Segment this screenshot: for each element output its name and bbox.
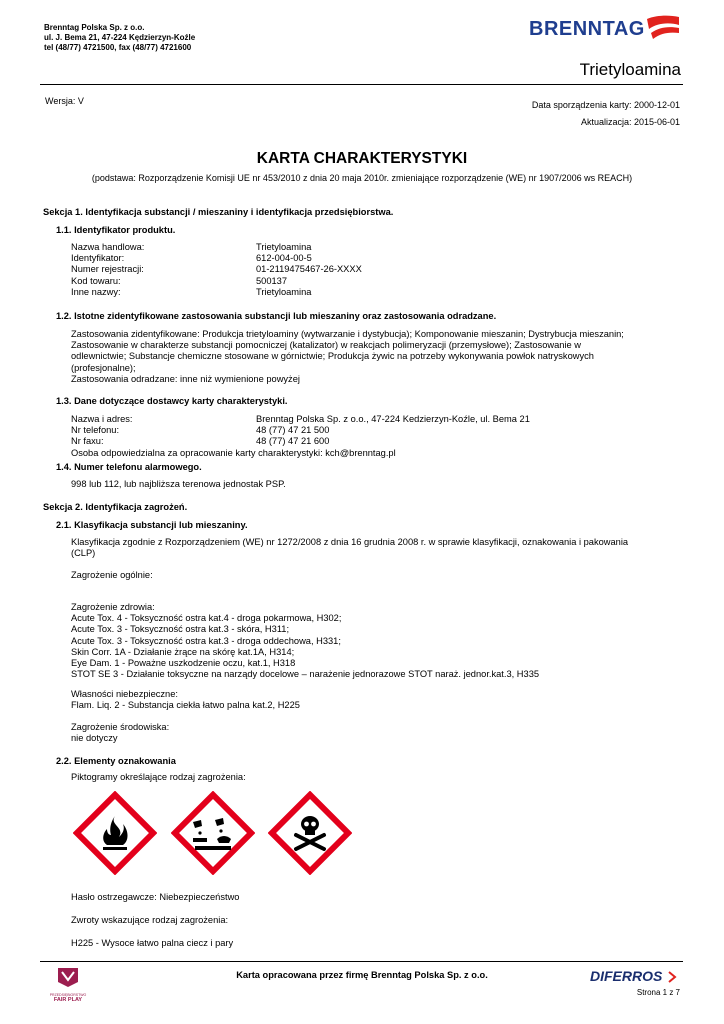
kv-row bbox=[71, 264, 362, 275]
kv-key: Identyfikator: bbox=[71, 253, 125, 264]
kv-value: 500137 bbox=[256, 275, 288, 286]
text-line: Acute Tox. 3 - Toksyczność ostra kat.3 - droga oddechowa, H331; bbox=[71, 635, 341, 646]
creation-date: Data sporządzenia karty: 2000-12-01 bbox=[531, 100, 680, 110]
responsible-person: Osoba odpowiedzialna za opracowanie karty charakterystyki: kch@brenntag.pl bbox=[71, 447, 396, 458]
text-line: (profesjonalne); bbox=[71, 362, 136, 373]
kv-key: Numer rejestracji: bbox=[71, 264, 144, 275]
fair-play-label: FAIR PLAY bbox=[53, 997, 83, 1003]
emergency-number: 998 lub 112, lub najbliższa terenowa jednostak PSP. bbox=[71, 479, 286, 489]
s12-heading: 1.2. Istotne zidentyfikowane zastosowania substancji lub mieszaniny oraz zastosowania odradzane. bbox=[56, 311, 497, 321]
text-line: nie dotyczy bbox=[71, 733, 118, 744]
kv-value: 612-004-00-5 bbox=[256, 253, 312, 264]
text-line: Eye Dam. 1 - Poważne uszkodzenie oczu, kat.1, H318 bbox=[71, 658, 296, 669]
kv-key: Kod towaru: bbox=[71, 275, 121, 286]
s13-heading: 1.3. Dane dotyczące dostawcy karty charakterystyki. bbox=[56, 396, 288, 406]
identified-uses bbox=[71, 329, 681, 385]
kv-row bbox=[71, 414, 530, 425]
kv-row bbox=[71, 253, 362, 264]
page-number: Strona 1 z 7 bbox=[636, 988, 680, 997]
chevron-right-icon bbox=[667, 971, 677, 983]
s11-heading: 1.1. Identyfikator produktu. bbox=[56, 225, 176, 235]
document-title: Trietyloamina bbox=[579, 60, 681, 79]
text-line: Acute Tox. 3 - Toksyczność ostra kat.3 - skóra, H311; bbox=[71, 624, 290, 635]
kv-value: 01-2119475467-26-XXXX bbox=[256, 264, 362, 275]
health-hazards bbox=[71, 602, 681, 680]
physical-hazards bbox=[71, 689, 300, 711]
text-line: STOT SE 3 - Działanie toksyczne na narządy docelowe – narażenie jednorazowe STOT naraż. jednor.kat.3, H335 bbox=[71, 669, 540, 680]
text-line: Klasyfikacja zgodnie z Rozporządzeniem (WE) nr 1272/2008 z dnia 16 grudnia 2008 r. w sprawie klasyfikacji, oznakowania i pakowania bbox=[71, 537, 629, 547]
company-phone: tel (48/77) 4721500, fax (48/77) 4721600 bbox=[44, 43, 192, 52]
text-line: Własności niebezpieczne: bbox=[71, 689, 178, 699]
kv-row bbox=[71, 242, 362, 253]
kv-row bbox=[71, 276, 362, 287]
pictograms-label: Piktogramy określające rodzaj zagrożenia: bbox=[71, 772, 246, 782]
diferros-logo-text: DIFERROS bbox=[590, 968, 663, 984]
section2-heading: Sekcja 2. Identyfikacja zagrożeń. bbox=[43, 502, 188, 512]
header-divider bbox=[40, 84, 683, 85]
version-label: Wersja: V bbox=[45, 96, 84, 106]
text-line: Zastosowania odradzane: inne niż wymienione powyżej bbox=[71, 373, 300, 384]
text-line: Zagrożenie środowiska: bbox=[71, 722, 170, 732]
skull-pictogram-icon bbox=[268, 791, 352, 875]
company-street: ul. J. Bema 21, 47-224 Kędzierzyn-Koźle bbox=[44, 33, 196, 42]
kv-row bbox=[71, 425, 530, 436]
kv-key: Nr telefonu: bbox=[71, 425, 120, 436]
kv-value: Brenntag Polska Sp. z o.o., 47-224 Kedzierzyn-Koźle, ul. Bema 21 bbox=[256, 414, 530, 424]
text-line: Flam. Liq. 2 - Substancja ciekła łatwo palna kat.2, H225 bbox=[71, 700, 300, 711]
text-line: odlewnictwie; Substancje chemiczne stosowane w górnictwie; Produkcja żywic na potrzeby wykonywania powłok natryskowych bbox=[71, 351, 594, 362]
text-line: Acute Tox. 4 - Toksyczność ostra kat.4 - droga pokarmowa, H302; bbox=[71, 613, 342, 624]
kv-key: Nazwa i adres: bbox=[71, 414, 133, 424]
text-line: Zastosowania zidentyfikowane: Produkcja trietyloaminy (wytwarzanie i dystybucja); Komponowanie mieszanin; Dystrybucja mieszanin; bbox=[71, 329, 624, 339]
company-name: Brenntag Polska Sp. z o.o. bbox=[44, 23, 145, 32]
kv-value: 48 (77) 47 21 500 bbox=[256, 425, 330, 436]
supplier-table bbox=[71, 414, 530, 459]
s14-heading: 1.4. Numer telefonu alarmowego. bbox=[56, 462, 202, 472]
diferros-logo bbox=[590, 968, 680, 986]
corrosion-pictogram-icon bbox=[171, 791, 255, 875]
s22-heading: 2.2. Elementy oznakowania bbox=[56, 756, 176, 766]
clp-classification-intro bbox=[71, 537, 681, 559]
text-line: Zastosowanie w charakterze substancji pomocniczej (katalizator) w reakcjach polimeryzacji (przemysłowe); Zastosowanie w bbox=[71, 340, 581, 351]
h225-statement: H225 - Wysoce łatwo palna ciecz i pary bbox=[71, 938, 234, 948]
kv-row bbox=[71, 287, 362, 298]
s21-heading: 2.1. Klasyfikacja substancji lub mieszaniny. bbox=[56, 520, 248, 530]
environmental-hazards bbox=[71, 722, 169, 744]
kv-value: 48 (77) 47 21 600 bbox=[256, 436, 330, 447]
brenntag-logo bbox=[529, 13, 679, 47]
flame-pictogram-icon bbox=[73, 791, 157, 875]
brenntag-logo-text: BRENNTAG bbox=[529, 18, 645, 40]
general-hazard-label: Zagrożenie ogólnie: bbox=[71, 570, 153, 580]
kv-value: Trietyloamina bbox=[256, 286, 312, 297]
fair-play-subtitle: PRZEDSIĘBIORSTWO bbox=[49, 993, 87, 997]
update-date: Aktualizacja: 2015-06-01 bbox=[580, 117, 680, 127]
text-line: (CLP) bbox=[71, 548, 96, 559]
kv-key: Nazwa handlowa: bbox=[71, 242, 145, 252]
product-identifier-table bbox=[71, 242, 362, 298]
text-line: Zagrożenie zdrowia: bbox=[71, 602, 155, 612]
kv-value: Trietyloamina bbox=[256, 242, 312, 252]
company-address bbox=[44, 23, 195, 53]
h-statements-label: Zwroty wskazujące rodzaj zagrożenia: bbox=[71, 915, 229, 925]
text-line: Skin Corr. 1A - Działanie żrące na skórę kat.1A, H314; bbox=[71, 646, 295, 657]
section1-heading: Sekcja 1. Identyfikacja substancji / mieszaniny i identyfikacja przedsiębiorstwa. bbox=[43, 207, 394, 217]
kv-key: Inne nazwy: bbox=[71, 286, 121, 297]
footer-credit: Karta opracowana przez firmę Brenntag Polska Sp. z o.o. bbox=[236, 970, 488, 980]
main-title: KARTA CHARAKTERYSTYKI bbox=[256, 150, 468, 167]
kv-row bbox=[71, 436, 530, 447]
signal-word: Hasło ostrzegawcze: Niebezpieczeństwo bbox=[71, 892, 240, 902]
legal-basis: (podstawa: Rozporządzenie Komisji UE nr 453/2010 z dnia 20 maja 2010r. zmieniające rozporządzenie (WE) nr 1907/2006 ws REACH) bbox=[91, 173, 633, 183]
footer-divider bbox=[40, 961, 683, 962]
kv-key: Nr faxu: bbox=[71, 436, 104, 447]
